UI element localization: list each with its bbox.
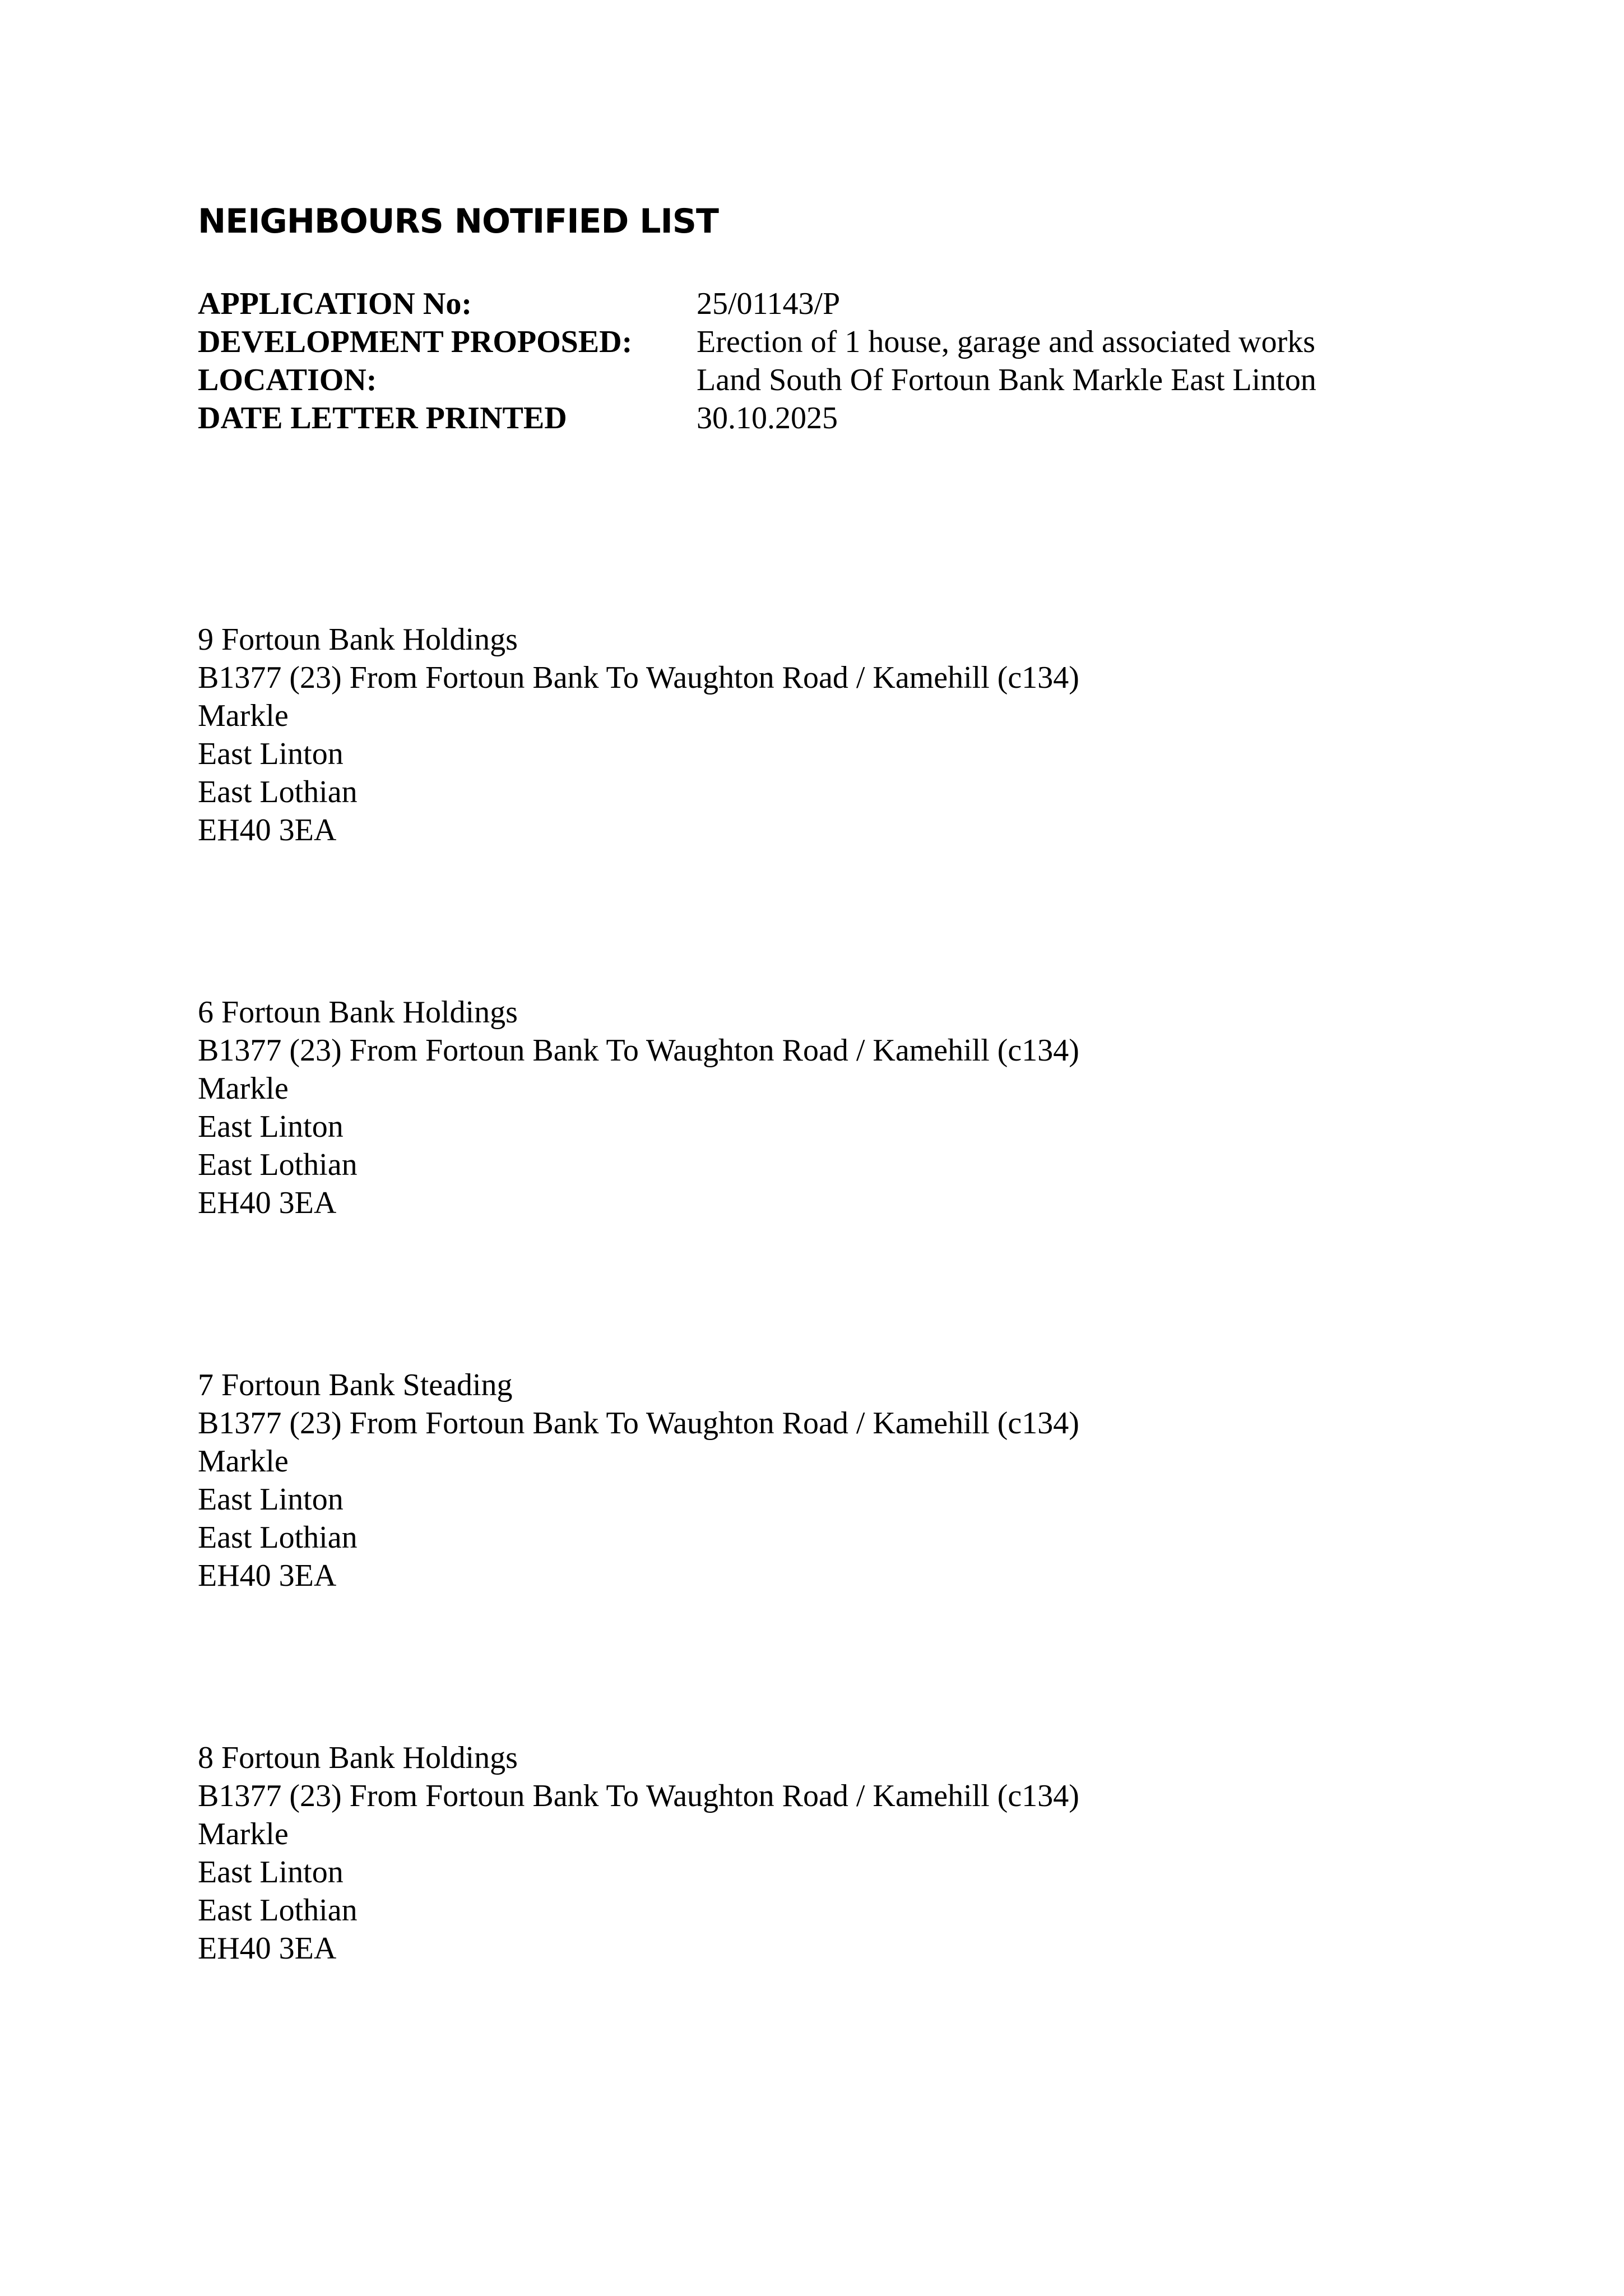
address-line: 7 Fortoun Bank Steading — [198, 1368, 513, 1402]
application-number-label: APPLICATION No: — [198, 286, 472, 321]
neighbour-address — [198, 993, 1079, 1366]
address-line: East Lothian — [198, 1147, 358, 1182]
application-details — [198, 285, 1316, 437]
address-line: East Linton — [198, 737, 344, 771]
address-line: 9 Fortoun Bank Holdings — [198, 622, 518, 657]
address-line: 6 Fortoun Bank Holdings — [198, 995, 518, 1030]
address-line: 8 Fortoun Bank Holdings — [198, 1740, 518, 1775]
address-line: Markle — [198, 1071, 289, 1106]
date-letter-printed-label: DATE LETTER PRINTED — [198, 401, 567, 436]
neighbour-address — [198, 621, 1079, 993]
address-line: East Lothian — [198, 1893, 358, 1928]
address-line: B1377 (23) From Fortoun Bank To Waughton Road / Kamehill (c134) — [198, 1406, 1079, 1441]
address-line: East Lothian — [198, 775, 358, 809]
address-line: EH40 3EA — [198, 1558, 337, 1593]
application-number-value: 25/01143/P — [697, 286, 841, 321]
neighbour-address-list — [198, 621, 1079, 2112]
development-proposed-value: Erection of 1 house, garage and associated works — [697, 325, 1316, 359]
address-line: EH40 3EA — [198, 1931, 337, 1966]
development-proposed-label: DEVELOPMENT PROPOSED: — [198, 325, 633, 359]
address-line: East Linton — [198, 1855, 344, 1890]
location-label: LOCATION: — [198, 363, 377, 397]
neighbour-address — [198, 1739, 1079, 2112]
address-line: Markle — [198, 1817, 289, 1851]
page-title: NEIGHBOURS NOTIFIED LIST — [198, 202, 718, 241]
address-line: B1377 (23) From Fortoun Bank To Waughton Road / Kamehill (c134) — [198, 660, 1079, 695]
address-line: B1377 (23) From Fortoun Bank To Waughton Road / Kamehill (c134) — [198, 1033, 1079, 1068]
address-line: EH40 3EA — [198, 1186, 337, 1220]
address-line: EH40 3EA — [198, 813, 337, 848]
date-letter-printed-row — [198, 399, 1316, 437]
date-letter-printed-value: 30.10.2025 — [697, 401, 838, 436]
address-line: East Linton — [198, 1482, 344, 1517]
application-number-row — [198, 285, 1316, 323]
address-line: Markle — [198, 698, 289, 733]
neighbour-address — [198, 1366, 1079, 1739]
address-line: East Lothian — [198, 1520, 358, 1555]
address-line: East Linton — [198, 1109, 344, 1144]
address-line: B1377 (23) From Fortoun Bank To Waughton Road / Kamehill (c134) — [198, 1779, 1079, 1813]
address-line: Markle — [198, 1444, 289, 1479]
development-proposed-row — [198, 323, 1316, 361]
location-row — [198, 361, 1316, 399]
location-value: Land South Of Fortoun Bank Markle East Linton — [697, 363, 1316, 397]
